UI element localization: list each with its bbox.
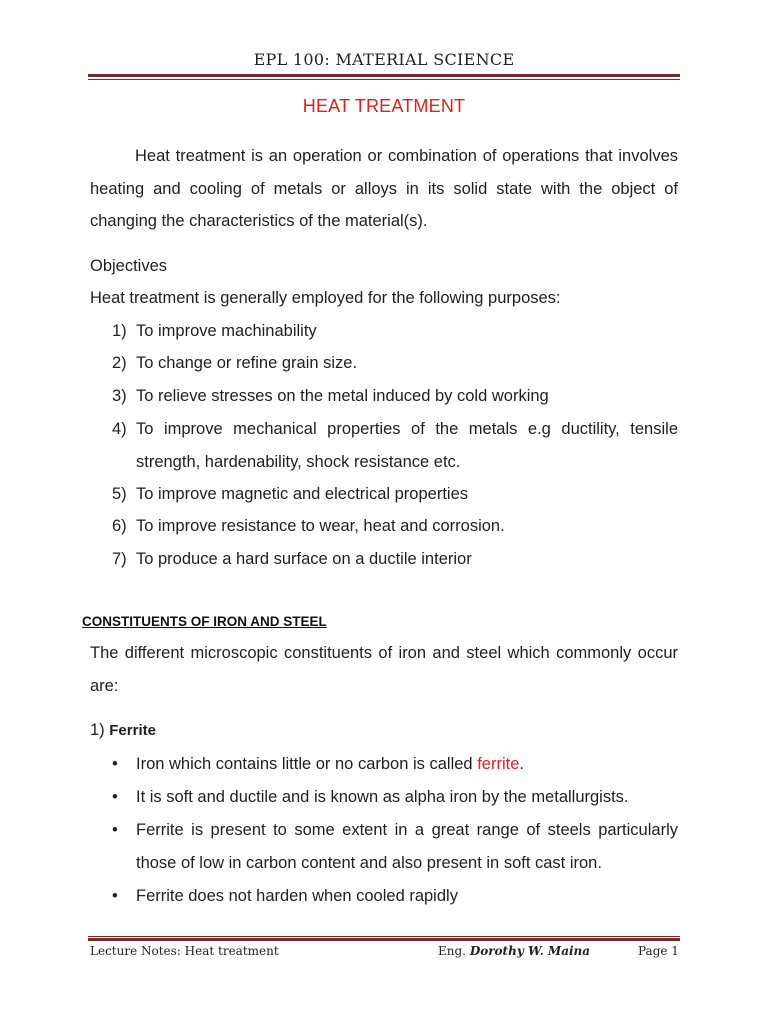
ferrite-bullet (112, 748, 678, 781)
objective-item (112, 347, 678, 380)
ferrite-number: 1) (90, 721, 105, 739)
bullet-text: Ferrite does not harden when cooled rapidly (136, 887, 458, 905)
bullet-icon: • (112, 887, 118, 905)
author-name: Dorothy W. Maina (469, 944, 591, 958)
objective-item (112, 478, 678, 511)
bullet-text: Ferrite is present to some extent in a great range of steels particularly those of low in carbon content and also present in soft cast iron. (136, 821, 678, 872)
objective-number: 6) (112, 517, 127, 535)
footer-rule-thin (88, 936, 680, 937)
bullet-text: It is soft and ductile and is known as alpha iron by the metallurgists. (136, 788, 629, 806)
objective-text: To improve machinability (136, 322, 317, 340)
bullet-icon: • (112, 788, 118, 806)
objective-item (112, 510, 678, 543)
bullet-text: Iron which contains little or no carbon is called (136, 755, 478, 773)
ferrite-highlight: ferrite (477, 755, 520, 773)
intro-paragraph: Heat treatment is an operation or combination of operations that involves heating and cooling of metals or alloys in its solid state with the object of changing the characteristics of the material(s). (90, 147, 678, 230)
bullet-icon: • (112, 821, 118, 839)
objectives-heading: Objectives (90, 257, 168, 275)
ferrite-bullet (112, 880, 678, 913)
ferrite-bullet (112, 781, 678, 814)
objective-number: 7) (112, 550, 127, 568)
objective-number: 1) (112, 322, 127, 340)
objective-text: To improve resistance to wear, heat and corrosion. (136, 517, 505, 535)
constituents-heading: CONSTITUENTS OF IRON AND STEEL (82, 614, 327, 629)
objective-text: To produce a hard surface on a ductile interior (136, 550, 472, 568)
objectives-lead: Heat treatment is generally employed for the following purposes: (90, 289, 561, 307)
objective-text: To improve magnetic and electrical properties (136, 485, 468, 503)
constituents-intro: The different microscopic constituents of iron and steel which commonly occur are: (90, 644, 678, 695)
ferrite-heading (90, 721, 156, 740)
footer-rule-thick (88, 938, 680, 941)
objective-number: 5) (112, 485, 127, 503)
page-number: Page 1 (638, 944, 679, 958)
footer-left: Lecture Notes: Heat treatment (90, 944, 279, 958)
objective-item (112, 380, 678, 413)
author-prefix: Eng. (438, 944, 466, 958)
objective-text: To relieve stresses on the metal induced by cold working (136, 387, 549, 405)
objective-item (112, 543, 678, 576)
objective-text: To improve mechanical properties of the metals e.g ductility, tensile strength, hardenability, shock resistance etc. (136, 420, 678, 471)
bullet-text-end: . (519, 755, 524, 773)
objective-text: To change or refine grain size. (136, 354, 358, 372)
ferrite-bullet (112, 814, 678, 880)
objective-number: 3) (112, 387, 127, 405)
bullet-icon: • (112, 755, 118, 773)
ferrite-title: Ferrite (109, 722, 156, 739)
header-rule-thin (88, 79, 680, 80)
header-rule-thick (88, 74, 680, 77)
objective-item (112, 413, 678, 478)
objective-number: 4) (112, 420, 127, 438)
course-header: EPL 100: MATERIAL SCIENCE (253, 50, 515, 69)
document-title: HEAT TREATMENT (302, 96, 466, 116)
objective-item (112, 315, 678, 348)
footer-author (438, 944, 590, 958)
objective-number: 2) (112, 354, 127, 372)
